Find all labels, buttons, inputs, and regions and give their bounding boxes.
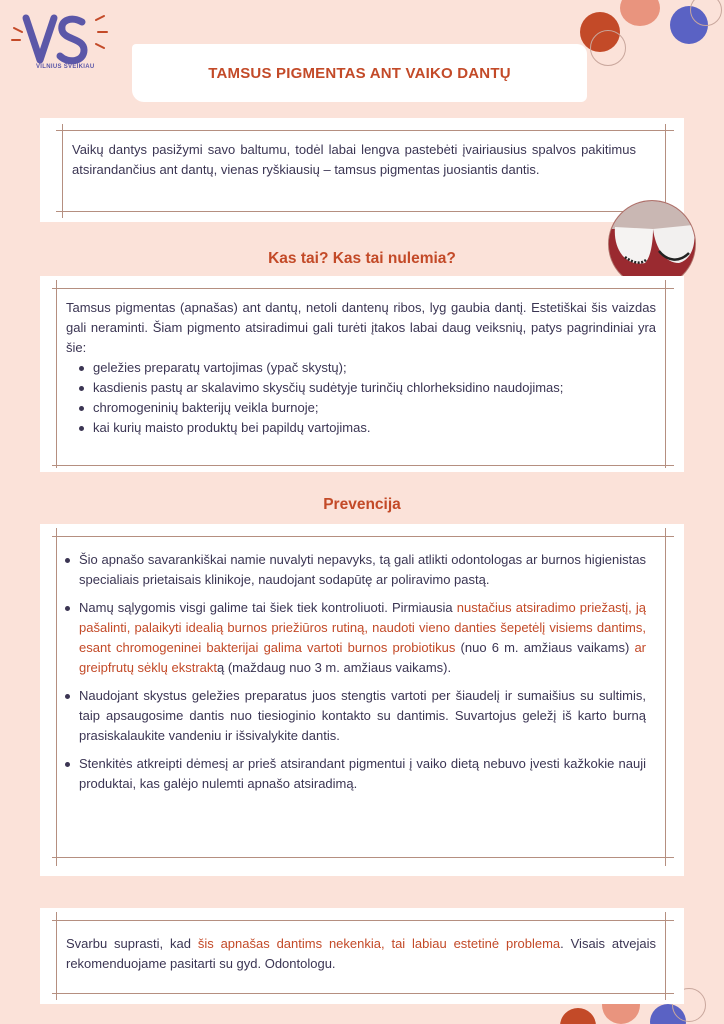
intro-text: Vaikų dantys pasižymi savo baltumu, todėl labai lengva pastebėti įvairiausius spalvos pakitimus atsirandančius ant dantų, vienas ryškiausių – tamsus pigmentas juosiantis dantis. xyxy=(72,142,636,177)
title-banner xyxy=(132,44,587,102)
causes-paragraph: Tamsus pigmentas (apnašas) ant dantų, netoli dantenų ribos, lyg gaubia dantį. Estetiškai šis vaizdas gali neraminti. Šiam pigmento atsiradimui gali turėti įtakos labai daug veiksnių, patys pagrindiniai yra šie: xyxy=(66,300,656,355)
causes-card xyxy=(40,276,684,472)
teeth-image xyxy=(609,201,696,288)
decor-ring xyxy=(690,0,722,26)
note-card xyxy=(40,908,684,1004)
decor-circle xyxy=(620,0,660,26)
highlight-text: nustačius atsiradimo priežastį, ją pašalinti, palaikyti idealią burnos priežiūros rutiną, naudoti vieno danties šepetėlį visiems dantims, esant chromogeninei bakterijai galima vartoti burnos probiotikus xyxy=(79,600,646,655)
list-item: geležies preparatų vartojimas (ypač skystų); xyxy=(76,358,656,378)
list-item: chromogeninių bakterijų veikla burnoje; xyxy=(76,398,656,418)
list-item: Naudojant skystus geležies preparatus juos stengtis vartoti per šiaudelį ir sumaišius su sultimis, taip apsaugosime dantis nuo tiesioginio kontakto su dantimis. Suvartojus geležį iš karto burną prasiskalaukite vandeniu ir išsivalykite dantis. xyxy=(62,686,646,746)
prevention-list xyxy=(62,550,646,794)
page-title: TAMSUS PIGMENTAS ANT VAIKO DANTŲ xyxy=(208,64,511,82)
highlight-text: šis apnašas dantims nekenkia, tai labiau estetinė problema xyxy=(197,936,561,951)
list-item: kai kurių maisto produktų bei papildų vartojimas. xyxy=(76,418,656,438)
decor-circle xyxy=(560,1008,596,1024)
teeth-photo xyxy=(608,200,696,288)
list-item: Šio apnašo savarankiškai namie nuvalyti nepavyks, tą gali atlikti odontologas ar burnos higienistas specialiais prietaisais klinikoje, naudojant sodapūtę ar poliravimo pastą. xyxy=(62,550,646,590)
logo-icon xyxy=(10,10,120,72)
section-heading-prevention: Prevencija xyxy=(323,496,401,513)
list-item: Stenkitės atkreipti dėmesį ar prieš atsirandant pigmentui į vaiko dietą nebuvo įvesti kažkokie nauji produktai, kas galėjo nulemti apnašo atsiradimą. xyxy=(62,754,646,794)
section-heading-causes: Kas tai? Kas tai nulemia? xyxy=(268,250,456,267)
note-text: Svarbu suprasti, kad šis apnašas dantims nekenkia, tai labiau estetinė problema. Visais atvejais rekomenduojame pasitarti su gyd. Odontologu. xyxy=(66,936,656,971)
prevention-card xyxy=(40,524,684,876)
highlight-text: ar greipfrutų sėklų ekstrakt xyxy=(79,640,646,675)
logo-tagline: VILNIUS SVEIKIAU xyxy=(36,64,95,70)
list-item: Namų sąlygomis visgi galime tai šiek tiek kontroliuoti. Pirmiausia nustačius atsiradimo priežastį, ją pašalinti, palaikyti idealią burnos priežiūros rutiną, naudoti vieno danties šepetėlį visiems dantims, esant chromogeninei bakterijai galima vartoti burnos probiotikus (nuo 6 m. amžiaus vaikams) ar greipfrutų sėklų ekstraktą (maždaug nuo 3 m. amžiaus vaikams). xyxy=(62,598,646,678)
intro-card xyxy=(40,118,684,222)
causes-list xyxy=(76,358,656,438)
list-item: kasdienis pastų ar skalavimo skysčių sudėtyje turinčių chlorheksidino naudojimas; xyxy=(76,378,656,398)
decor-ring xyxy=(590,30,626,66)
